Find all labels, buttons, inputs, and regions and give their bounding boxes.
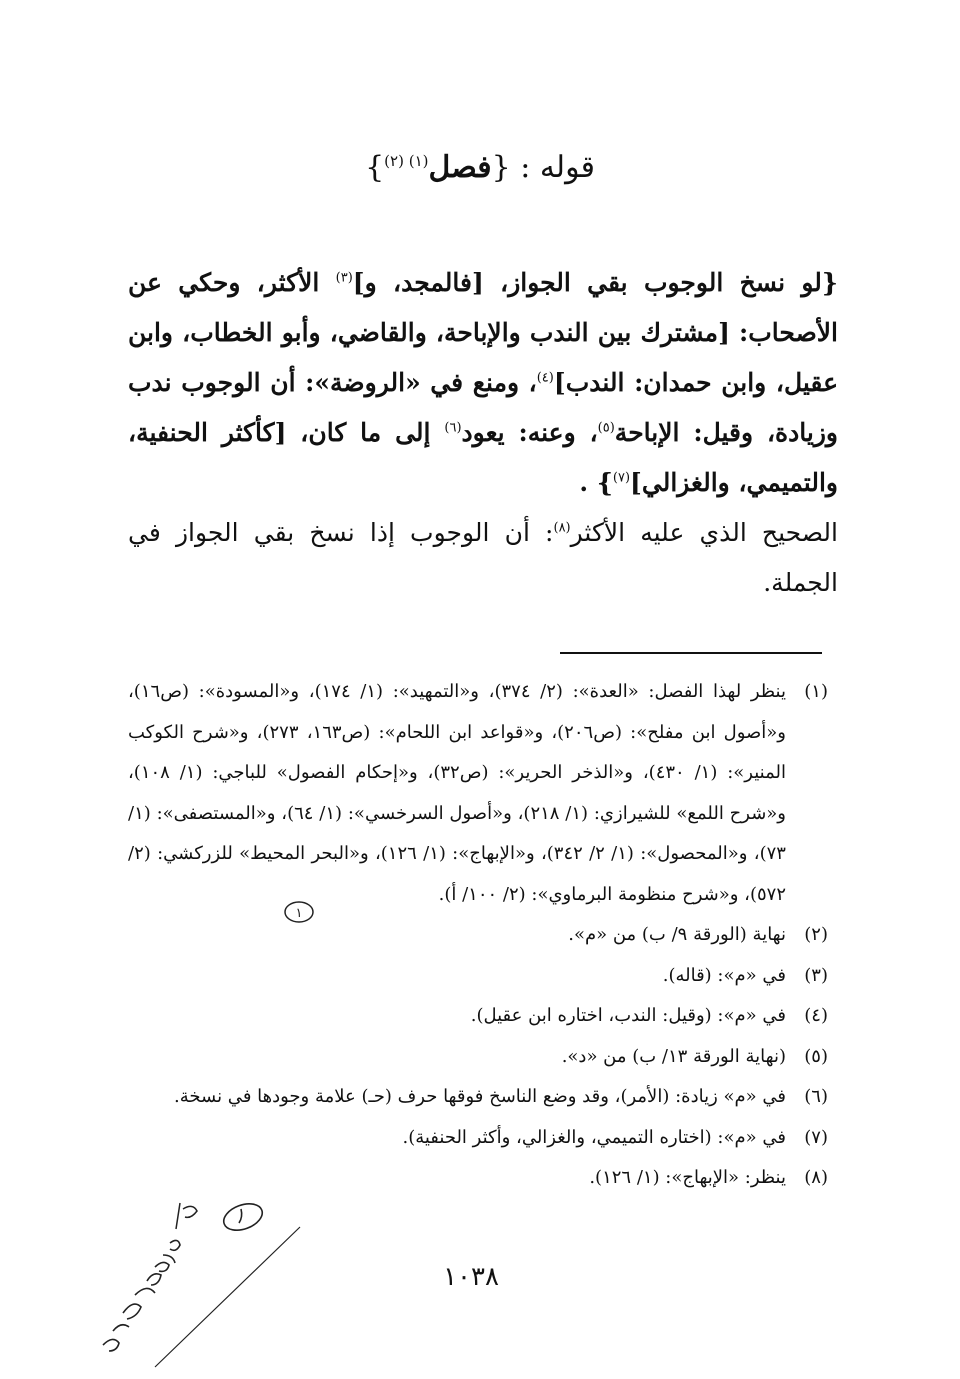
section-heading: [0, 150, 960, 185]
footnote-number: (٢): [804, 924, 828, 945]
text-segment: {لو نسخ الوجوب بقي الجواز، [فالمجد، و]: [352, 268, 839, 297]
text-segment: الصحيح الذي عليه الأكثر: [570, 518, 838, 547]
margin-mark-text: ١: [295, 906, 303, 921]
footnote-text: (نهاية الورقة ١٣/ ب) من «د».: [561, 1045, 786, 1067]
main-paragraph-1: [128, 258, 838, 508]
footnote-text: في «م» زيادة: (الأمر)، وقد وضع الناسخ فوقها حرف (حـ) علامة وجودها في نسخة.: [174, 1086, 786, 1107]
footnote-number: (٤): [804, 1005, 828, 1026]
heading-prefix: قوله : {: [491, 150, 595, 185]
page-number: ١٠٣٨: [443, 1262, 499, 1292]
text-segment: : أن الوجوب إذا نسخ بقي الجواز في الجملة.: [128, 518, 838, 597]
footnotes: [128, 672, 828, 1199]
handwritten-annotation: [95, 1195, 305, 1375]
main-text: [128, 258, 838, 608]
footnote-number: (٦): [804, 1086, 828, 1107]
footnote-1: [128, 672, 828, 915]
text-segment: } .: [579, 468, 613, 497]
footnote-ref: (٧): [612, 470, 631, 486]
footnote-2: [128, 915, 828, 956]
footnote-text: ينظر لهذا الفصل: «العدة»: (٢/ ٣٧٤)، و«التمهيد»: (١/ ١٧٤)، و«المسودة»: (ص١٦)، و«أصول ابن مفلح»: (ص٢٠٦)، و«قواعد ابن اللحام»: (ص١٦٣، ٢٧٣)، و«شرح الكوكب المنير»: (١/ ٤٣٠)، و«الذخر الحرير»: (ص٣٢)، و«إحكام الفصول» للباجي: (١/ ١٠٨)، و«شرح اللمع» للشيرازي: (١/ ٢١٨)، و«أصول السرخسي»: (١/ ٦٤)، و«المستصفى»: (١/ ٧٣)، و«المحصول»: (١/ ٢/ ٣٤٢)، و«الإبهاج»: (١/ ١٢٦)، و«البحر المحيط» للزركشي: (٢/ ٥٧٢)، و«شرح منظومة البرماوي»: (٢/ ١٠٠/ أ).: [128, 681, 786, 905]
footnote-number: (٥): [804, 1045, 828, 1067]
footnote-text: نهاية (الورقة ٩/ ب) من «م».: [568, 924, 786, 945]
footnote-ref: (٨): [553, 520, 571, 536]
footnote-3: [128, 956, 828, 997]
text-segment: إلى ما كان، [كأكثر الحنفية، والتميمي، والغزالي]: [128, 418, 838, 497]
footnote-number: (٣): [804, 964, 828, 986]
footnote-separator: [560, 652, 822, 654]
footnote-number: (٨): [804, 1167, 828, 1188]
text-segment: ، ومنع في «الروضة»: أن الوجوب ندب وزيادة، وقيل: الإباحة: [128, 368, 838, 447]
footnote-7: [128, 1118, 828, 1159]
footnote-number: (٧): [804, 1126, 828, 1148]
heading-word: فصل: [428, 150, 492, 185]
footnote-ref: (٣): [335, 270, 353, 286]
circled-margin-mark: [279, 890, 319, 930]
footnote-text: في «م»: (وقيل: الندب، اختاره ابن عقيل).: [470, 1005, 786, 1026]
footnote-ref: (٦): [444, 420, 462, 436]
footnote-text: في «م»: (قاله).: [662, 964, 786, 986]
footnote-text: ينظر: «الإبهاج»: (١/ ١٢٦).: [589, 1167, 786, 1188]
footnote-4: [128, 996, 828, 1037]
text-segment: الأكثر، وحكي عن الأصحاب: [مشترك بين الندب والإباحة، والقاضي، وأبو الخطاب، وابن عقيل، وابن حمدان: الندب]: [128, 268, 838, 397]
text-segment: ، وعنه: يعود: [461, 418, 598, 447]
footnote-ref: (٤): [536, 370, 554, 386]
footnote-number: (١): [804, 681, 828, 702]
footnote-5: [128, 1037, 828, 1078]
heading-footnote-refs: (١) (٢): [384, 152, 429, 170]
footnote-ref: (٥): [597, 420, 615, 436]
footnote-8: [128, 1158, 828, 1199]
footnote-6: [128, 1077, 828, 1118]
footnote-text: في «م»: (اختاره التميمي، والغزالي، وأكثر الحنفية).: [402, 1126, 786, 1148]
main-paragraph-2: [128, 508, 838, 608]
heading-suffix: }: [365, 150, 385, 185]
